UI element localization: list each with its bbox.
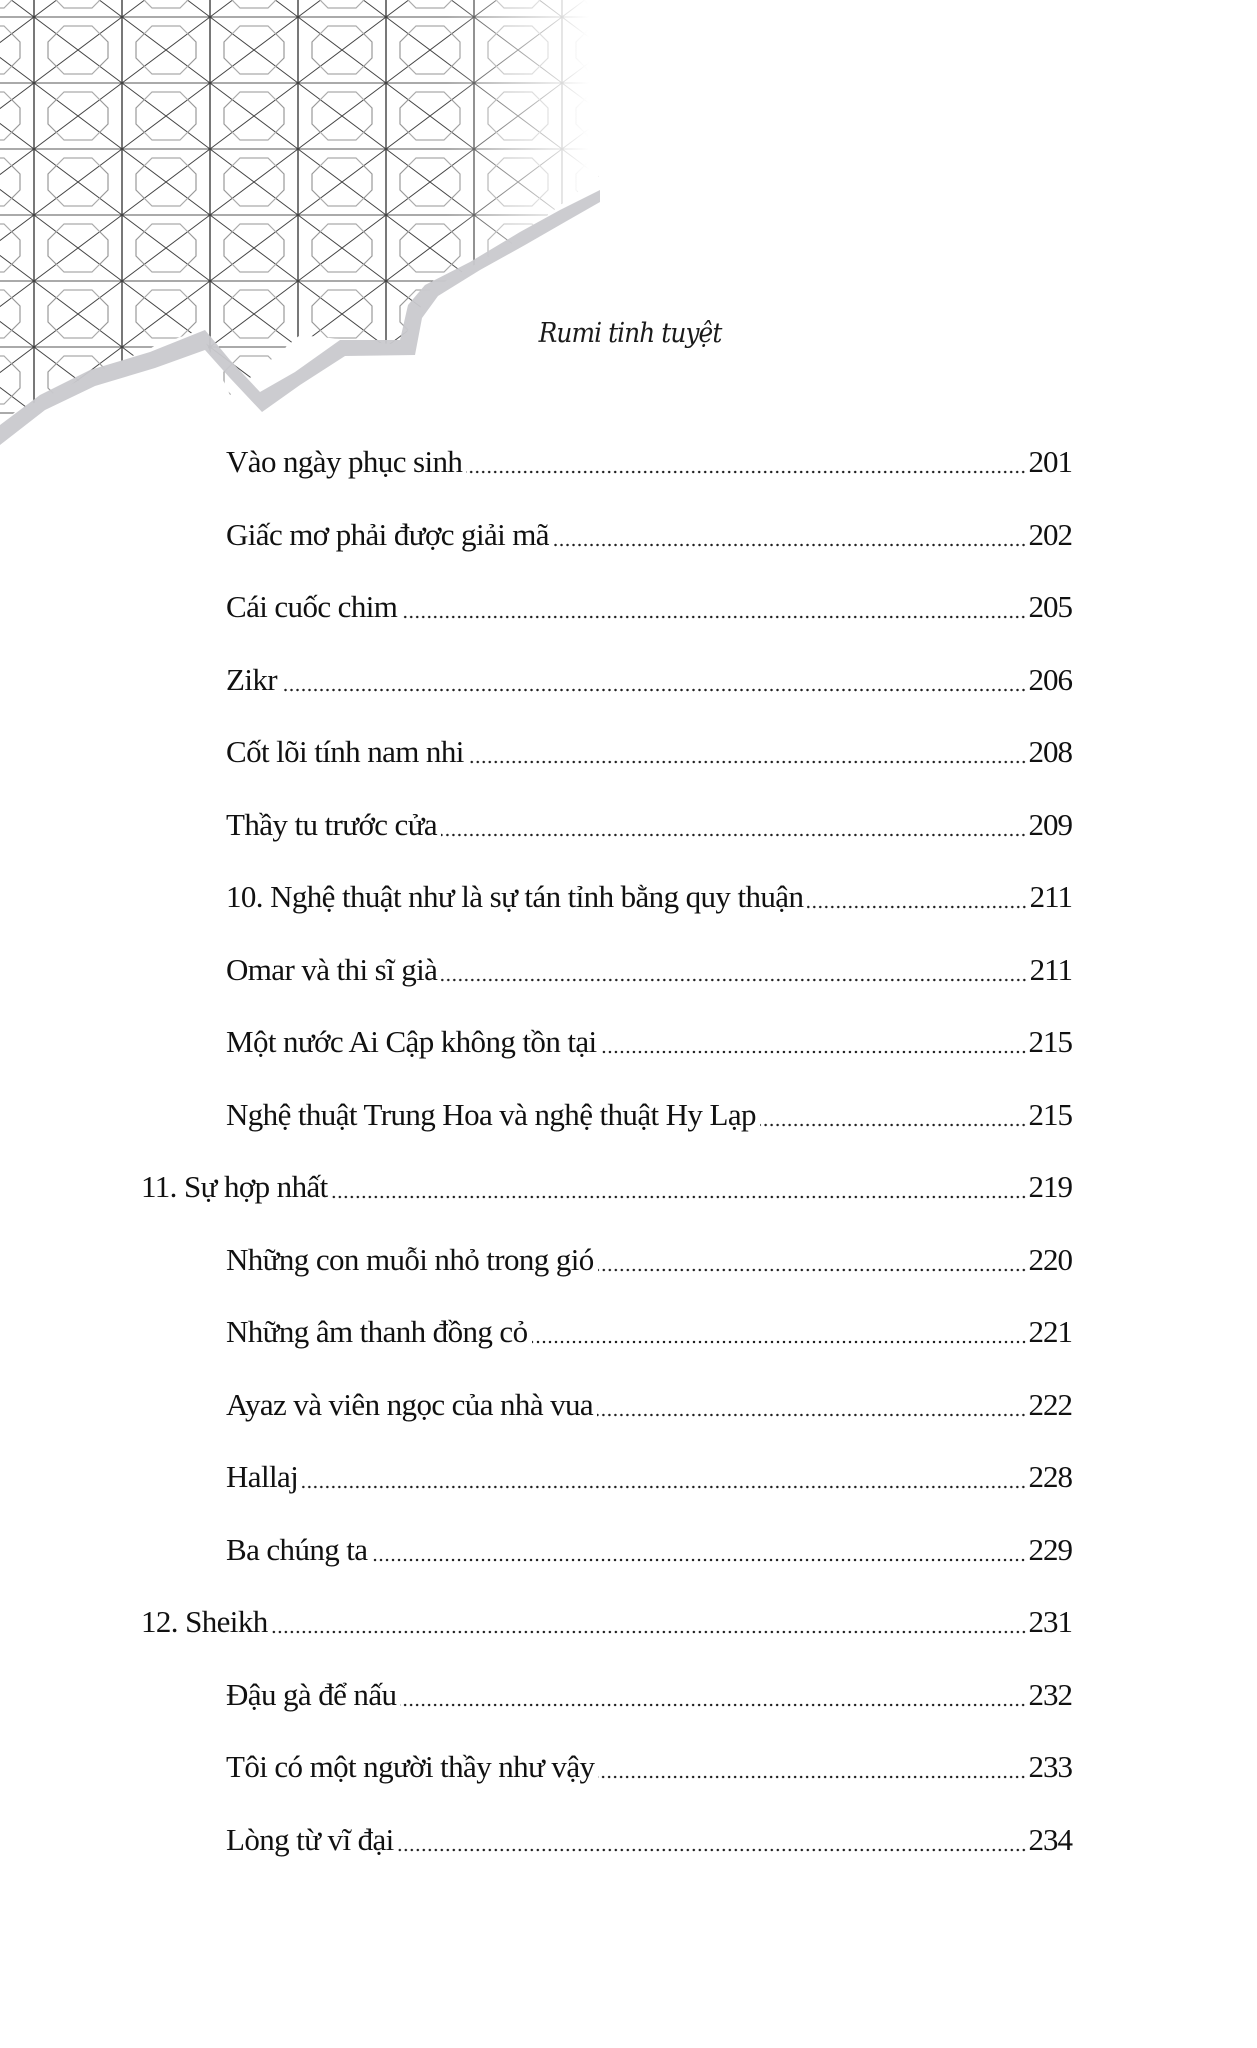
dot-leader	[598, 1775, 1026, 1779]
toc-entry-title: Lòng từ vĩ đại	[226, 1821, 394, 1857]
toc-section-entry	[226, 1671, 1072, 1719]
toc-section-entry	[226, 1816, 1072, 1864]
toc-page-number: 205	[1028, 589, 1072, 624]
toc-entry-title: 12. Sheikh	[141, 1604, 268, 1639]
toc-section-entry	[226, 873, 1072, 921]
toc-section-entry	[226, 1743, 1072, 1791]
dot-leader	[597, 1413, 1026, 1417]
toc-section-entry	[226, 801, 1072, 849]
dot-leader	[760, 1123, 1027, 1127]
toc-section-entry	[226, 1526, 1072, 1574]
toc-entry-title: Omar và thi sĩ già	[226, 951, 438, 987]
toc-entry-title: Hallaj	[226, 1459, 299, 1494]
toc-section-entry	[226, 728, 1072, 776]
toc-page-number: 202	[1028, 516, 1072, 552]
toc-page-number: 234	[1028, 1821, 1072, 1857]
toc-page-number: 219	[1028, 1169, 1072, 1204]
toc-entry-title: 11. Sự hợp nhất	[141, 1169, 328, 1204]
toc-section-entry	[226, 438, 1072, 486]
toc-page-number: 211	[1029, 879, 1072, 914]
toc-page-number: 221	[1028, 1314, 1072, 1349]
toc-page-number: 232	[1028, 1676, 1072, 1712]
toc-entry-title: Cái cuốc chim	[226, 589, 398, 624]
toc-chapter-entry	[141, 1163, 1072, 1211]
toc-entry-title: Đậu gà để nấu	[226, 1676, 397, 1712]
toc-section-entry	[226, 1453, 1072, 1501]
toc-section-entry	[226, 1236, 1072, 1284]
toc-section-entry	[226, 511, 1072, 559]
toc-page-number: 215	[1028, 1096, 1072, 1132]
toc-section-entry	[226, 656, 1072, 704]
toc-section-entry	[226, 1018, 1072, 1066]
dot-leader	[302, 1485, 1026, 1489]
dot-leader	[468, 760, 1027, 764]
running-header-title: Rumi tinh tuyệt	[538, 318, 722, 349]
toc-page-number: 209	[1028, 806, 1072, 842]
geometric-lattice-ornament	[0, 0, 620, 460]
toc-page-number: 228	[1028, 1459, 1072, 1494]
toc-page-number: 222	[1028, 1386, 1072, 1422]
toc-entry-title: Thầy tu trước cửa	[226, 806, 438, 842]
dot-leader	[601, 1050, 1027, 1054]
toc-section-entry	[226, 1308, 1072, 1356]
toc-section-entry	[226, 583, 1072, 631]
dot-leader	[401, 615, 1026, 619]
dot-leader	[332, 1195, 1027, 1199]
toc-entry-title: Tôi có một người thầy như vậy	[226, 1749, 595, 1784]
dot-leader	[532, 1340, 1027, 1344]
dot-leader	[598, 1268, 1027, 1272]
toc-entry-title: Nghệ thuật Trung Hoa và nghệ thuật Hy Lạp	[226, 1096, 756, 1132]
toc-entry-title: Những âm thanh đồng cỏ	[226, 1314, 528, 1349]
dot-leader	[281, 688, 1027, 692]
toc-page-number: 233	[1028, 1749, 1072, 1784]
toc-entry-title: Những con muỗi nhỏ trong gió	[226, 1241, 594, 1277]
toc-section-entry	[226, 1091, 1072, 1139]
dot-leader	[400, 1703, 1026, 1707]
toc-page-number: 215	[1028, 1024, 1072, 1059]
toc-entry-title: 10. Nghệ thuật như là sự tán tỉnh bằng quy thuận	[226, 879, 804, 914]
toc-page-number: 231	[1028, 1604, 1072, 1639]
toc-page-number: 211	[1029, 951, 1072, 987]
dot-leader	[371, 1558, 1026, 1562]
dot-leader	[553, 543, 1027, 547]
toc-section-entry	[226, 946, 1072, 994]
toc-page-number: 206	[1028, 661, 1072, 697]
toc-entry-title: Cốt lõi tính nam nhi	[226, 734, 464, 769]
dot-leader	[807, 905, 1027, 909]
toc-section-entry	[226, 1381, 1072, 1429]
toc-page-number: 201	[1028, 444, 1072, 479]
dot-leader	[441, 978, 1027, 982]
dot-leader	[441, 833, 1026, 837]
dot-leader	[398, 1848, 1027, 1852]
toc-entry-title: Vào ngày phục sinh	[226, 444, 463, 479]
toc-entry-title: Một nước Ai Cập không tồn tại	[226, 1024, 597, 1059]
toc-entry-title: Ayaz và viên ngọc của nhà vua	[226, 1386, 594, 1422]
toc-entry-title: Giấc mơ phải được giải mã	[226, 516, 549, 552]
toc-chapter-entry	[141, 1598, 1072, 1646]
dot-leader	[466, 470, 1026, 474]
toc-entry-title: Zikr	[226, 661, 277, 697]
toc-page-number: 208	[1028, 734, 1072, 769]
dot-leader	[272, 1630, 1027, 1634]
toc-page-number: 229	[1028, 1531, 1072, 1567]
toc-page-number: 220	[1028, 1241, 1072, 1277]
toc-entry-title: Ba chúng ta	[226, 1531, 368, 1567]
